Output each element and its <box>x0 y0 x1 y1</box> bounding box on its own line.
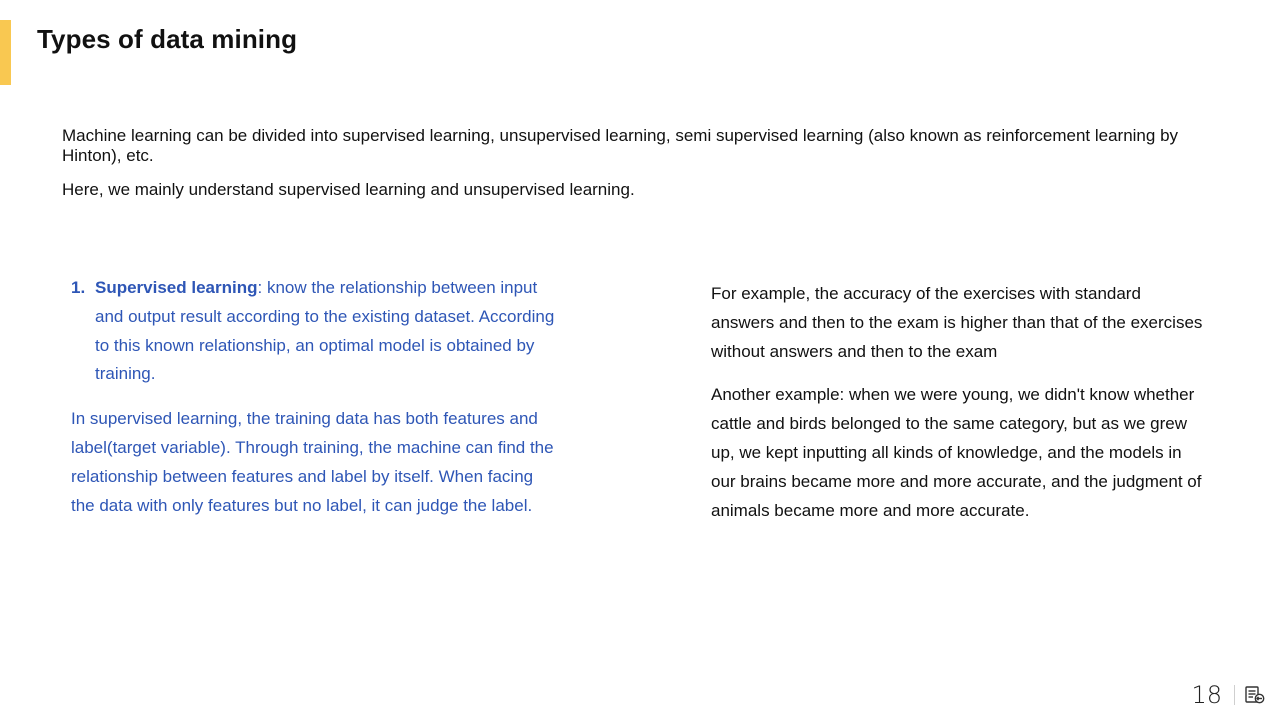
example-paragraph-1: For example, the accuracy of the exercises with standard answers and then to the exam is higher than that of the exercises without answers and then to the exam <box>711 284 1203 361</box>
list-item <box>71 274 561 389</box>
intro-paragraph-1: Machine learning can be divided into supervised learning, unsupervised learning, semi supervised learning (also known as reinforcement learning by Hinton), etc. <box>62 126 1179 165</box>
page-number: 18 <box>1191 681 1222 709</box>
term-supervised-learning: Supervised learning <box>95 278 258 297</box>
title-accent-bar <box>0 20 11 85</box>
examples-column <box>711 280 1203 540</box>
list-item-body <box>95 274 561 389</box>
slide-footer <box>1191 680 1266 710</box>
footer-divider <box>1234 685 1235 705</box>
example-paragraph-2: Another example: when we were young, we didn't know whether cattle and birds belonged to the same category, but as we grew up, we kept inputting all kinds of knowledge, and the models in our brains became more and more accurate, and the judgment of animals became more and more accurate. <box>711 385 1202 520</box>
slide-title: Types of data mining <box>37 24 298 54</box>
intro-paragraph-2: Here, we mainly understand supervised learning and unsupervised learning. <box>62 180 635 199</box>
intro-section <box>62 126 1202 214</box>
supervised-explanation: In supervised learning, the training data has both features and label(target variable). Through training, the machine can find the relationship between features and label by itself. When facing the data with only features but no label, it can judge the label. <box>71 409 554 515</box>
term-definition: : know the relationship between input and output result according to the existing dataset. According to this known relationship, an optimal model is obtained by training. <box>95 278 555 384</box>
numbered-list <box>71 274 561 389</box>
supervised-learning-column <box>71 274 561 520</box>
notes-back-icon[interactable] <box>1244 684 1266 706</box>
list-item-number: 1. <box>71 278 86 297</box>
